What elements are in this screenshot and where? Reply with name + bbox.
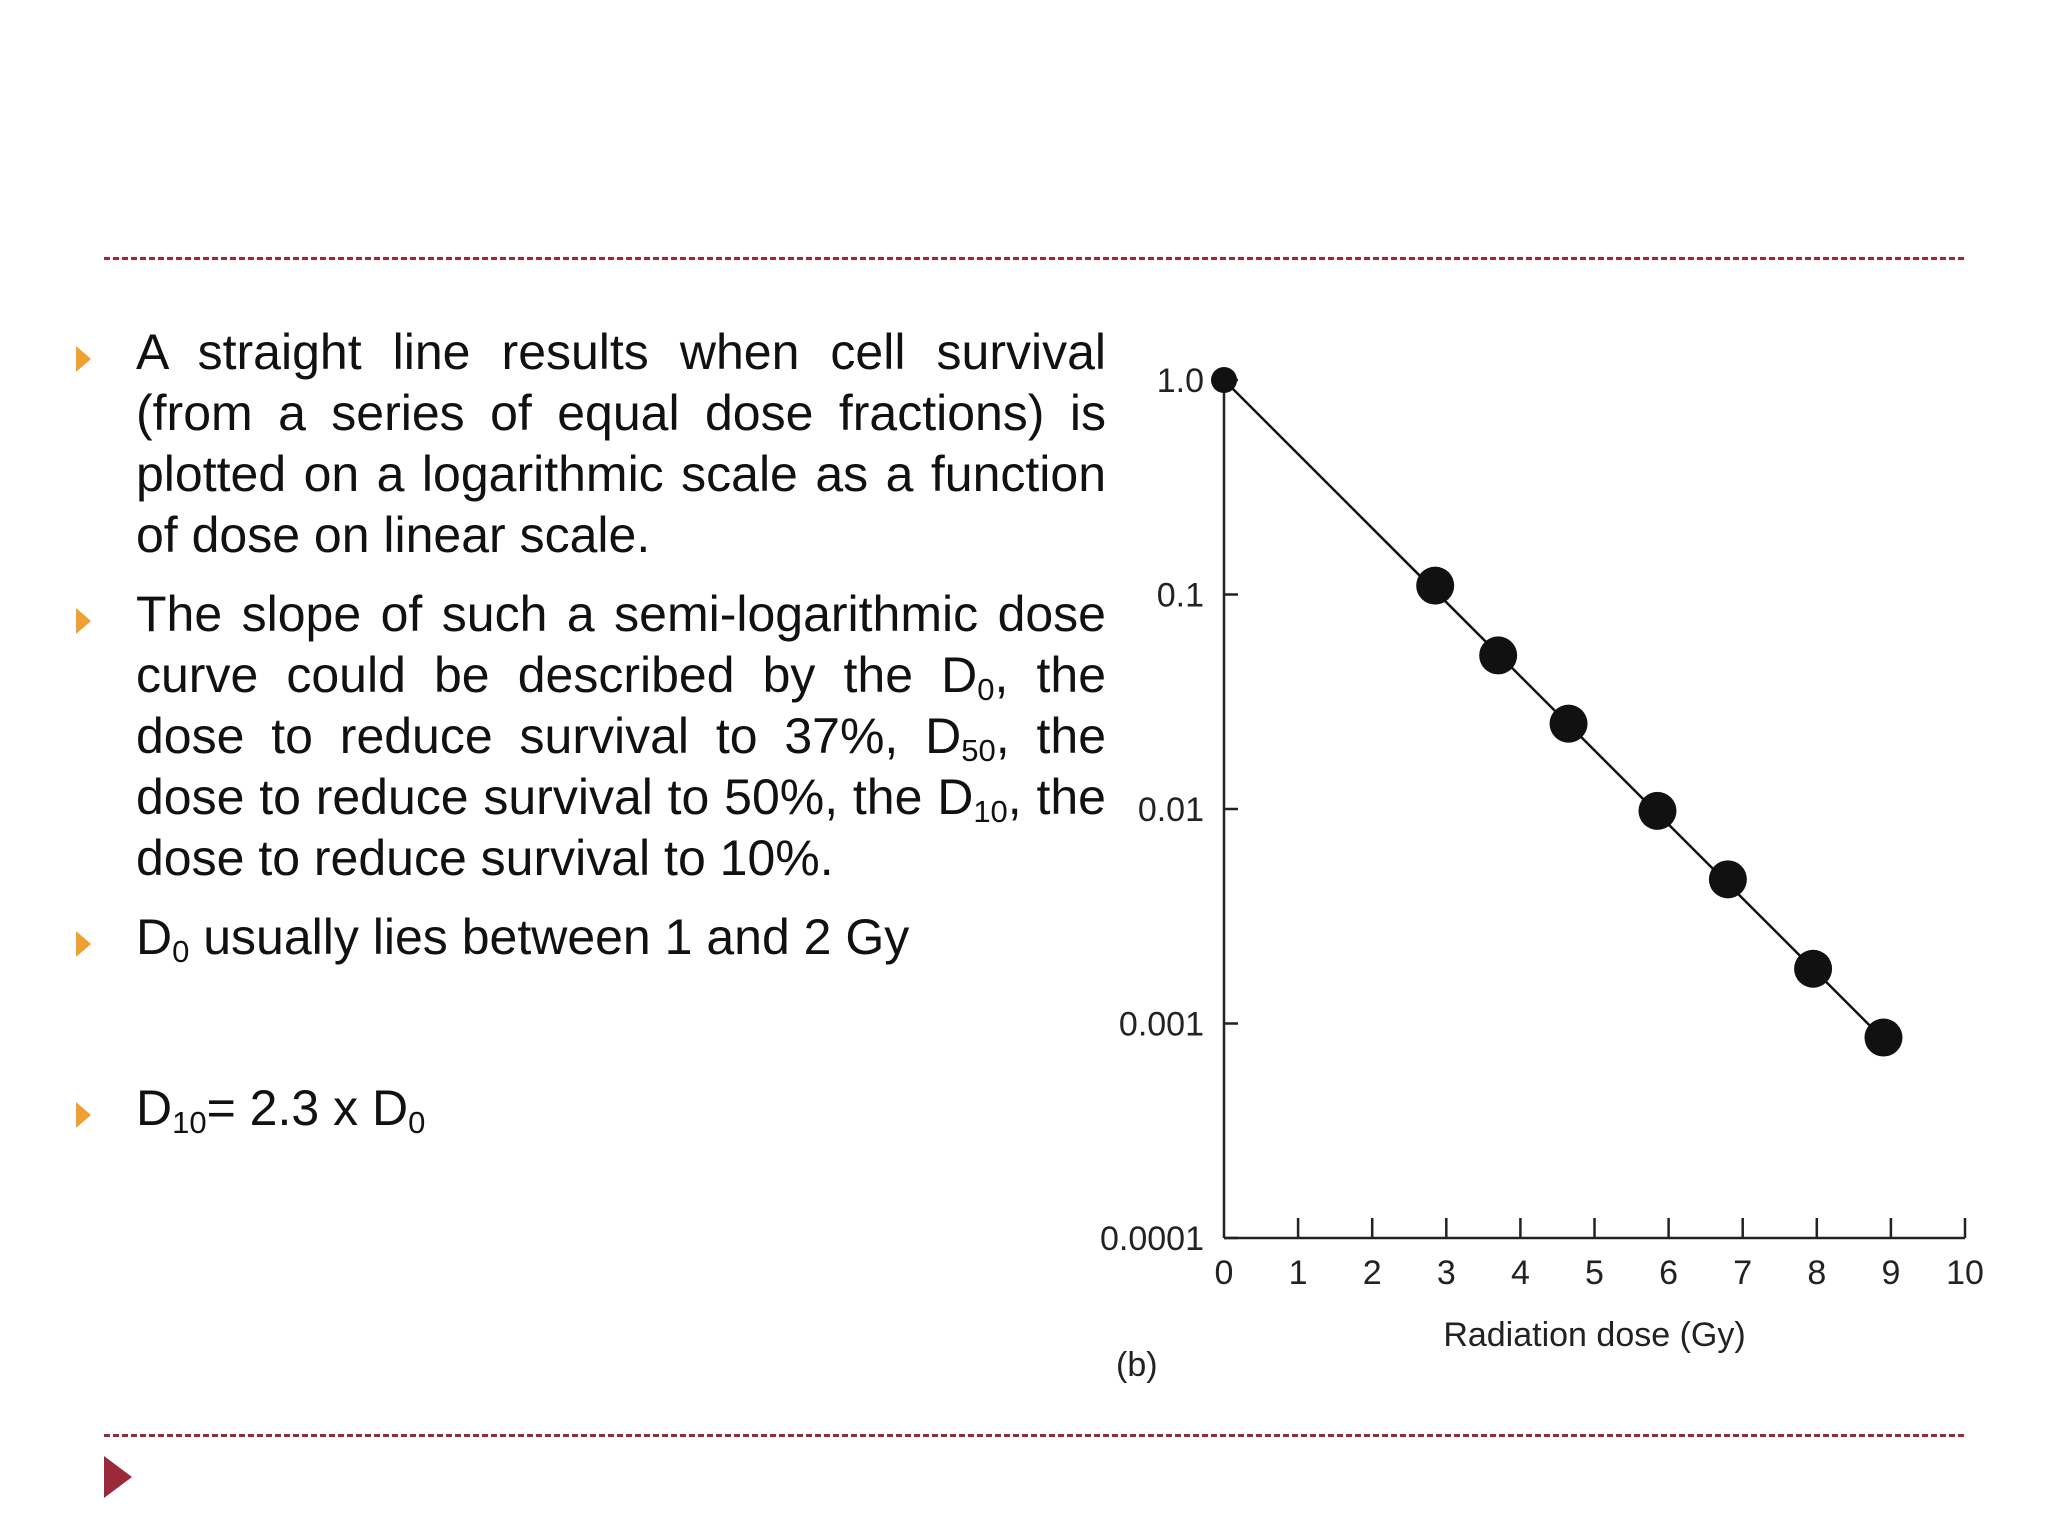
y-tick-label: 1.0 <box>1156 362 1204 400</box>
bottom-dashed-rule <box>104 1434 1964 1437</box>
data-point <box>1416 567 1454 605</box>
x-tick-label: 3 <box>1436 1254 1456 1292</box>
x-tick-label: 10 <box>1946 1254 1984 1292</box>
y-tick-label: 0.0001 <box>1100 1220 1204 1258</box>
bullet-text: $D_{10}= 2.3$ x $D_0$ <box>136 1080 426 1140</box>
bullet-item <box>72 584 1106 889</box>
x-tick-label: 1 <box>1288 1254 1308 1292</box>
data-point <box>1864 1019 1902 1057</box>
x-tick-label: 2 <box>1362 1254 1382 1292</box>
bullet-text: $D_0$ usually lies between 1 and 2 Gy <box>136 909 910 969</box>
x-tick-label: 6 <box>1659 1254 1679 1292</box>
panel-label: (b) <box>1116 1346 1158 1384</box>
data-point <box>1211 367 1237 393</box>
x-tick-label: 7 <box>1733 1254 1753 1292</box>
data-point <box>1638 792 1676 830</box>
bullet-arrow-icon <box>76 1102 91 1128</box>
data-point <box>1794 950 1832 988</box>
bullet-arrow-icon <box>76 931 91 957</box>
bullet-arrow-icon <box>76 346 91 372</box>
bullet-list <box>72 322 1106 1157</box>
data-point <box>1550 705 1588 743</box>
bullet-item <box>72 1078 1044 1139</box>
cell-survival-chart <box>1060 330 2010 1410</box>
bullet-item <box>72 322 1106 566</box>
x-tick-label: 0 <box>1214 1254 1234 1292</box>
x-tick-label: 8 <box>1807 1254 1827 1292</box>
data-point <box>1479 636 1517 674</box>
y-tick-label: 0.01 <box>1137 791 1204 829</box>
y-tick-label: 0.1 <box>1156 576 1204 615</box>
data-point <box>1709 860 1747 898</box>
x-axis-label: Radiation dose (Gy) <box>1443 1316 1746 1354</box>
bullet-text: The slope of such a semi-logarithmic dose curve could be described by the $D_0$, the dose to reduce survival to 37%, $D_{50}$, the dose to reduce survival to 50%, the $D_{10}$, the dose to reduce survival to 10%. <box>136 586 1106 886</box>
top-dashed-rule <box>104 257 1964 260</box>
y-tick-label: 0.001 <box>1118 1005 1204 1044</box>
footer-arrow-icon <box>104 1456 132 1498</box>
bullet-item <box>72 907 1044 968</box>
x-tick-label: 9 <box>1881 1254 1901 1292</box>
x-tick-label: 4 <box>1510 1254 1530 1292</box>
bullet-arrow-icon <box>76 608 91 634</box>
x-axis-ticks <box>1215 1218 1984 1292</box>
x-tick-label: 5 <box>1585 1254 1604 1292</box>
chart-axes <box>1224 380 1965 1238</box>
y-axis-ticks <box>1100 362 1238 1258</box>
bullet-text: A straight line results when cell survival (from a series of equal dose fractions) is plotted on a logarithmic scale as a function of dose on linear scale. <box>136 324 1106 563</box>
